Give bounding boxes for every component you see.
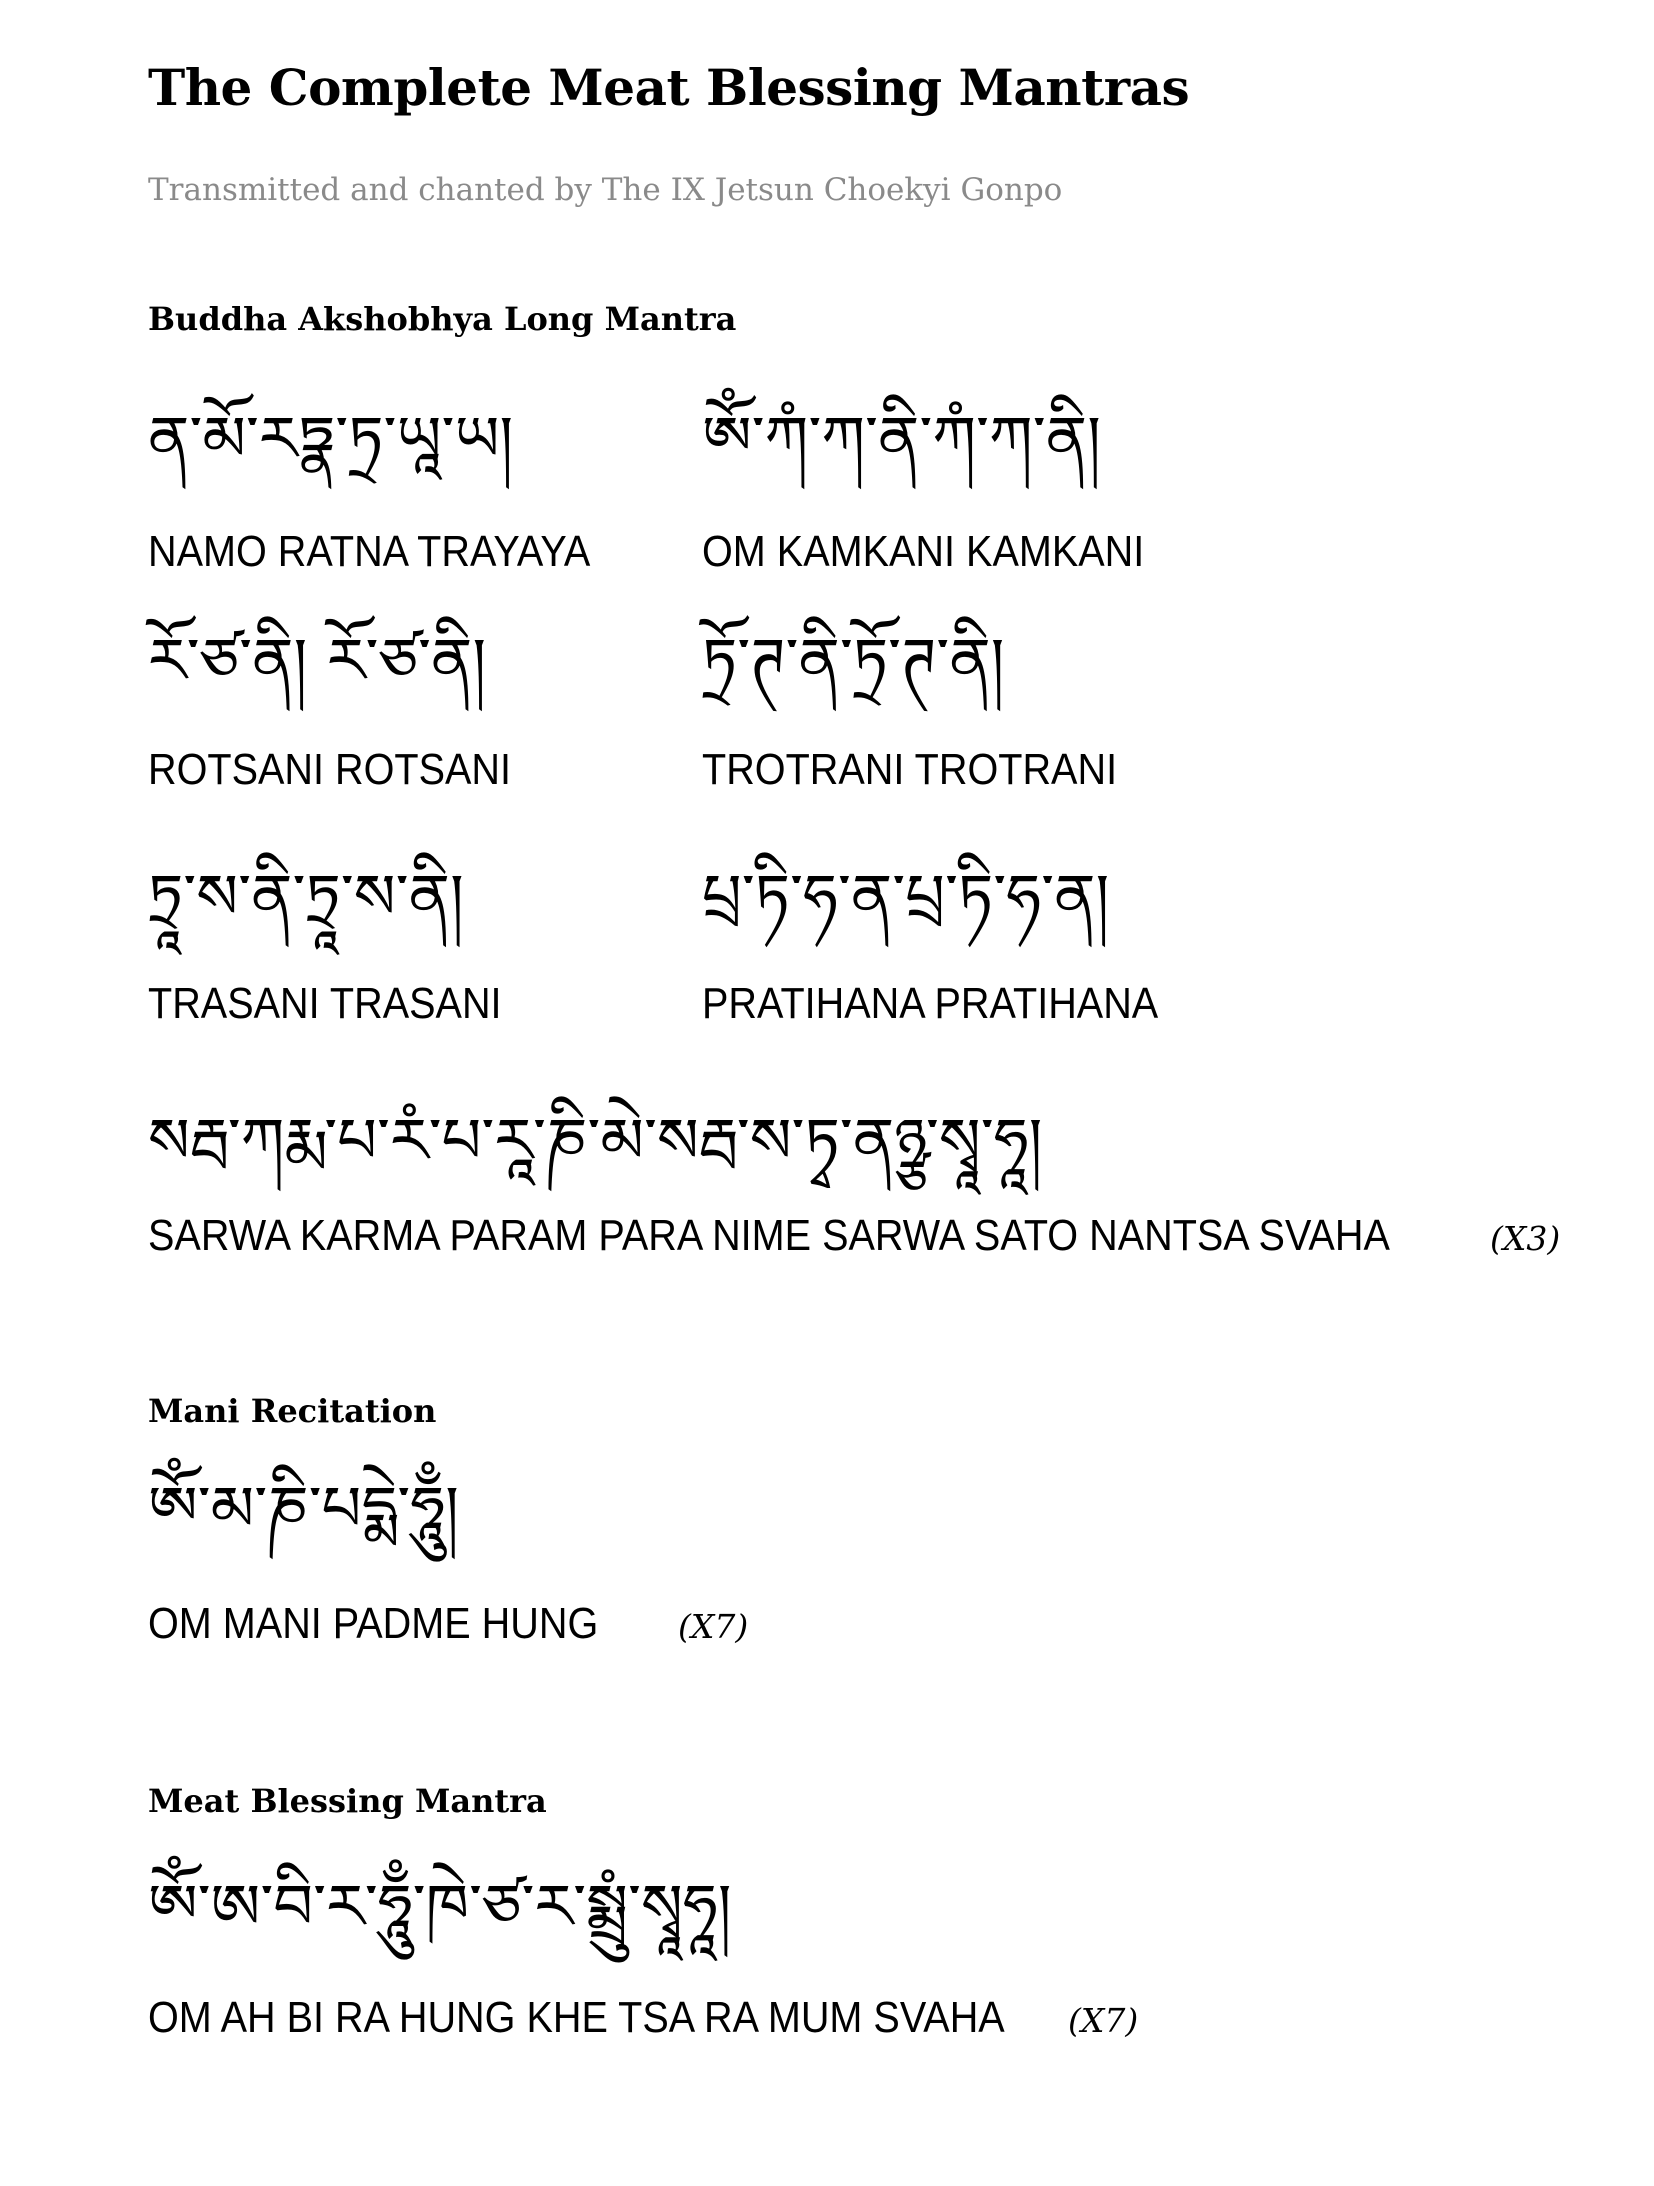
page-title: The Complete Meat Blessing Mantras <box>148 58 1190 117</box>
tibetan-line: ཨོཾ་མ་ཎི་པདྨེ་ཧཱུྃ། <box>148 1472 459 1545</box>
repetition-count: (X7) <box>678 1607 749 1646</box>
tibetan-line: སརྦ་ཀརྨ་པ་རཾ་པ་རཱ་ཎི་མེ་སརྦ་ས་ཏྭ་ནཉྩ་སྭཱ་ཧཱ། <box>148 1104 1043 1177</box>
tibetan-line: ཨོཾ་ཀཾ་ཀ་ནི་ཀཾ་ཀ་ནི། <box>702 402 1101 475</box>
tibetan-line: རོ་ཙ་ནི། རོ་ཙ་ནི། <box>148 624 487 697</box>
mantra-line: NAMO RATNA TRAYAYA <box>148 527 591 576</box>
tibetan-line: ཨོཾ་ཨ་བི་ར་ཧཱུྃ་ཁེ་ཙ་ར་སྨྲུཾ་སྭཱཧཱ། <box>148 1870 732 1943</box>
section-heading-meat-blessing: Meat Blessing Mantra <box>148 1782 547 1820</box>
section-heading-mani: Mani Recitation <box>148 1392 437 1430</box>
section-heading-akshobhya: Buddha Akshobhya Long Mantra <box>148 300 737 338</box>
mantra-line: ROTSANI ROTSANI <box>148 745 512 794</box>
page-subtitle: Transmitted and chanted by The IX Jetsun Choekyi Gonpo <box>148 172 1063 208</box>
tibetan-line: པྲ་ཏི་ཧ་ན་པྲ་ཏི་ཧ་ན། <box>702 860 1110 933</box>
tibetan-line: ཏྲཱ་ས་ནི་ཏྲཱ་ས་ནི། <box>148 860 464 933</box>
tibetan-line: ན་མོ་རཏྣ་ཏྲ་ཡཱ་ཡ། <box>148 402 514 475</box>
tibetan-line: ཏྲོ་ཊ་ནི་ཏྲོ་ཊ་ནི། <box>702 624 1005 697</box>
mantra-line: OM MANI PADME HUNG <box>148 1599 599 1648</box>
mantra-line: SARWA KARMA PARAM PARA NIME SARWA SATO NANTSA SVAHA <box>148 1211 1390 1260</box>
mantra-line: OM KAMKANI KAMKANI <box>702 527 1145 576</box>
mantra-line: PRATIHANA PRATIHANA <box>702 979 1159 1028</box>
mantra-line: OM AH BI RA HUNG KHE TSA RA MUM SVAHA <box>148 1993 1005 2042</box>
mantra-line: TROTRANI TROTRANI <box>702 745 1118 794</box>
mantra-line: TRASANI TRASANI <box>148 979 502 1028</box>
repetition-count: (X3) <box>1490 1219 1561 1258</box>
repetition-count: (X7) <box>1068 2001 1139 2040</box>
